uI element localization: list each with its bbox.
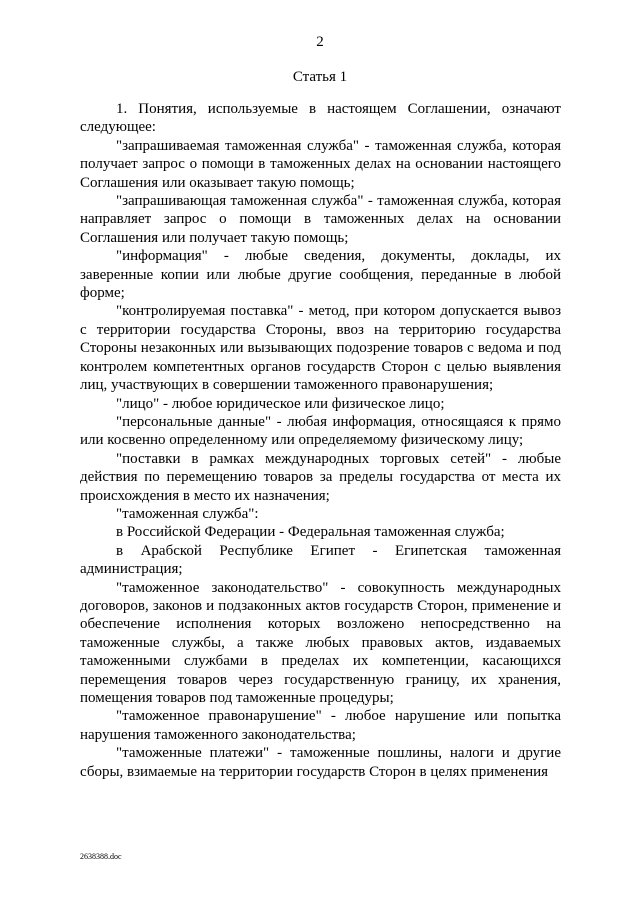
paragraph-trade-supplies: "поставки в рамках международных торговых сетей" - любые действия по перемещению товаров за пределы государства от места их происхождения в место их назначения; bbox=[80, 450, 561, 504]
paragraph-customs-service-egypt: в Арабской Республике Египет - Египетская таможенная администрация; bbox=[80, 542, 561, 578]
footer-filename: 2638388.doc bbox=[80, 852, 122, 861]
paragraph-controlled-delivery: "контролируемая поставка" - метод, при котором допускается вывоз с территории государства Стороны, ввоз на территорию государства Стороны незаконных или вызывающих подозрение товаров с ведома и под контролем компетентных органов государств Сторон с целью выявления лиц, участвующих в совершении таможенного правонарушения; bbox=[80, 303, 561, 394]
paragraph-person: "лицо" - любое юридическое или физическое лицо; bbox=[116, 395, 445, 412]
paragraph-definitions-intro: 1. Понятия, используемые в настоящем Соглашении, означают следующее: bbox=[80, 101, 561, 136]
paragraph-customs-service: "таможенная служба": bbox=[116, 505, 259, 522]
paragraph-customs-legislation: "таможенное законодательство" - совокупность международных договоров, законов и подзаконных актов государств Сторон, применение и обеспечение исполнения которых возложено непосредственно на таможенные службы, а также любых правовых актов, издаваемых таможенными службами в пределах их компетенции, касающихся перемещения товаров через государственную границу, их хранения, помещения товаров под таможенные процедуры; bbox=[80, 579, 561, 706]
paragraph-customs-payments: "таможенные платежи" - таможенные пошлины, налоги и другие сборы, взимаемые на территории государств Сторон в целях применения bbox=[80, 745, 561, 780]
paragraph-customs-offence: "таможенное правонарушение" - любое нарушение или попытка нарушения таможенного законодательства; bbox=[80, 708, 561, 743]
paragraph-personal-data: "персональные данные" - любая информация, относящаяся к прямо или косвенно определенному или определяемому физическому лицу; bbox=[80, 413, 561, 449]
paragraph-requested-service: "запрашиваемая таможенная служба" - таможенная служба, которая получает запрос о помощи в таможенных делах на основании настоящего Соглашения или оказывает такую помощь; bbox=[80, 137, 561, 191]
document-body bbox=[80, 100, 561, 781]
paragraph-customs-service-russia: в Российской Федерации - Федеральная таможенная служба; bbox=[116, 524, 505, 541]
paragraph-requesting-service: "запрашивающая таможенная служба" - таможенная служба, которая направляет запрос о помощи в таможенных делах на основании Соглашения или получает такую помощь; bbox=[80, 193, 561, 246]
page-number: 2 bbox=[316, 34, 324, 50]
article-title: Статья 1 bbox=[292, 69, 348, 85]
paragraph-information: "информация" - любые сведения, документы, доклады, их заверенные копии или любые другие сообщения, переданные в любой форме; bbox=[80, 248, 561, 302]
